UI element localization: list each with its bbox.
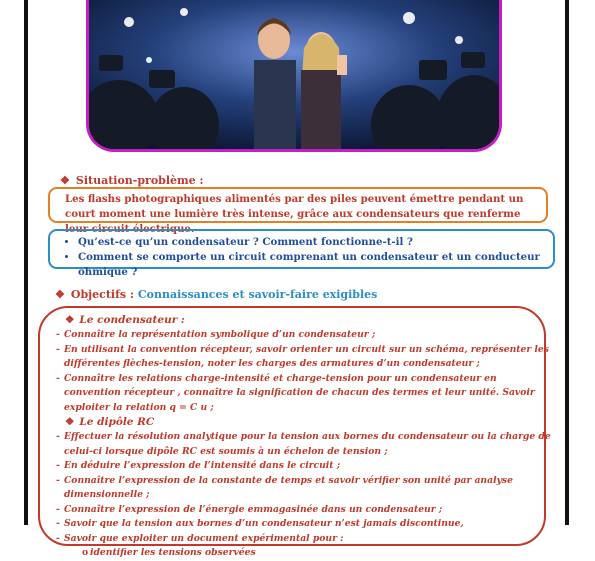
section-title: Le dipôle RC [79,416,155,428]
list-item-text: Connaître l’expression de l’énergie emmagasinée dans un condensateur ; [64,503,443,515]
list-item-text: Connaître la représentation symbolique d’un condensateur ; [64,329,376,340]
questions-box [48,229,555,278]
page-frame-right [565,0,569,525]
question-item: • Qu’est-ce qu’un condensateur ? Comment fonctionne-t-il ? [78,235,545,250]
photographers-photo [86,0,502,152]
sub-list-item: o identifier les tensions observées [56,546,552,561]
section-heading-condensateur [56,313,552,328]
objectives-subtitle: Connaissances et savoir-faire exigibles [137,288,378,301]
list-item: - Savoir que exploiter un document expérimental pour : [56,532,552,547]
list-item-text: Savoir que exploiter un document expérimental pour : [64,532,344,544]
situation-text: Les flashs photographiques alimentés par des piles peuvent émettre pendant un court moment une lumière très intense, grâce aux condensateurs que renferme leur circuit électrique. [65,193,524,235]
situation-heading [60,174,204,187]
objectives-heading [55,288,377,301]
diamond-bullet-icon: ❖ [60,174,70,187]
list-item-text: En utilisant la convention récepteur, savoir orienter un circuit sur un schéma, représenter les différentes flèches-tension, noter les charges des armatures d’un condensateur ; [64,343,549,369]
objectives-content [56,313,552,561]
list-item: - Connaître l’expression de la constante de temps et savoir vérifier son unité par analyse dimensionnelle ; [56,474,552,503]
list-item: - Connaître la représentation symbolique d’un condensateur ; [56,328,552,343]
list-item: - Connaître l’expression de l’énergie emmagasinée dans un condensateur ; [56,503,552,518]
diamond-bullet-icon: ❖ [65,314,75,326]
list-item: - Connaître les relations charge-intensité et charge-tension pour un condensateur en convention récepteur , connaître la signification de chacun des termes et leur unité. Savoir exploiter la relation q = C u ; [56,372,552,416]
situation-title: Situation-problème : [75,174,204,187]
diamond-bullet-icon: ❖ [65,416,75,428]
question-item: • Comment se comporte un circuit comprenant un condensateur et un conducteur ohmique ? [78,250,545,280]
page-frame-left [24,0,28,525]
list-item-text: Connaître l’expression de la constante de temps et savoir vérifier son unité par analyse dimensionnelle ; [64,474,513,500]
sub-list-item-text: identifier les tensions observées [90,547,256,558]
list-item: - En utilisant la convention récepteur, savoir orienter un circuit sur un schéma, représenter les différentes flèches-tension, noter les charges des armatures d’un condensateur ; [56,343,552,372]
section-heading-dipole-rc [56,415,552,430]
list-item-text: Connaître les relations charge-intensité et charge-tension pour un condensateur en convention récepteur , connaître la signification de chacun des termes et leur unité. Savoir exploiter la relation q = C u ; [64,372,535,413]
situation-box [48,187,548,235]
list-item-text: Savoir que la tension aux bornes d’un condensateur n’est jamais discontinue, [64,518,464,529]
list-item: - Savoir que la tension aux bornes d’un condensateur n’est jamais discontinue, [56,517,552,532]
section-title: Le condensateur : [79,314,185,326]
diamond-bullet-icon: ❖ [55,288,65,301]
questions-list [64,235,545,280]
list-item: - Effectuer la résolution analytique pour la tension aux bornes du condensateur ou la charge de celui-ci lorsque dipôle RC est soumis à un échelon de tension ; [56,430,552,459]
objectives-title: Objectifs : [70,288,134,301]
list-item-text: Effectuer la résolution analytique pour la tension aux bornes du condensateur ou la charge de celui-ci lorsque dipôle RC est soumis à un échelon de tension ; [64,431,551,457]
list-item-text: En déduire l’expression de l’intensité dans le circuit ; [64,460,341,471]
list-item: - En déduire l’expression de l’intensité dans le circuit ; [56,459,552,474]
